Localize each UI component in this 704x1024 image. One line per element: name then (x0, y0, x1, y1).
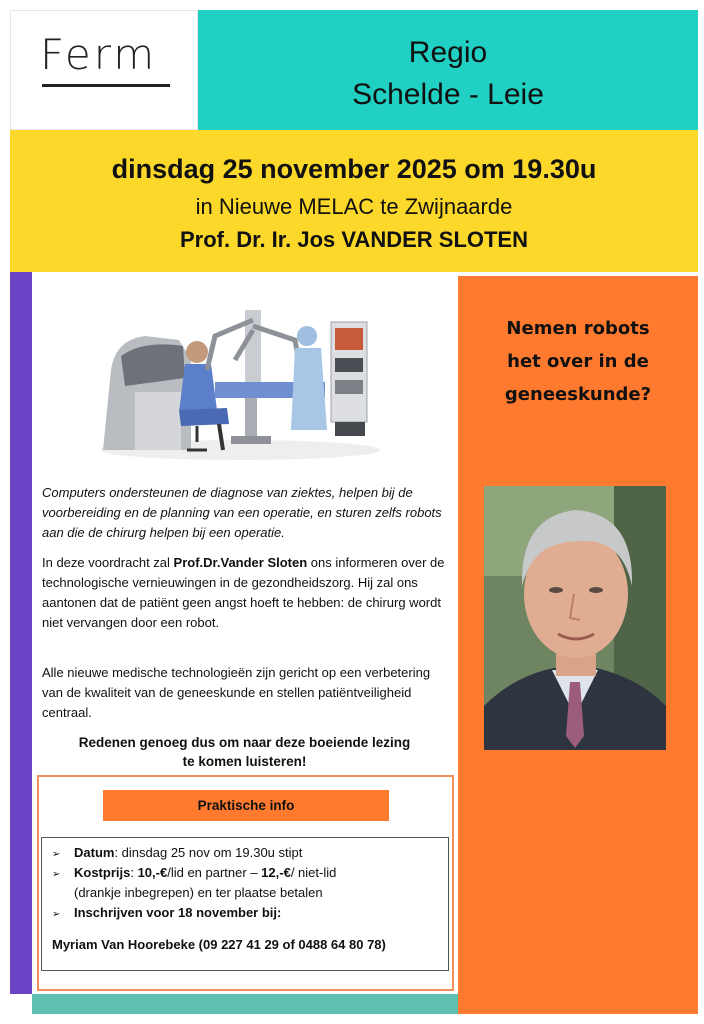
event-date: dinsdag 25 november 2025 om 19.30u (111, 154, 597, 184)
ferm-logo: Ferm (40, 30, 158, 79)
info-item-register (52, 903, 442, 925)
intro-paragraph: Computers ondersteunen de diagnose van ziektes, helpen bij de voorbereiding en de planning van een operatie, en sturen zelfs robots aan die de chirurg helpen bij een operatie. (42, 485, 442, 540)
surgical-robot-image (95, 300, 385, 470)
price-member: 10,-€ (137, 865, 168, 880)
closing-statement (42, 733, 447, 771)
question-line-3: geneeskunde? (504, 384, 652, 405)
technology-paragraph: Alle nieuwe medische technologieën zijn gericht op een verbetering van de kwaliteit van de geneeskunde en stellen patiëntveiligheid centraal. (42, 665, 431, 720)
question-line-2: het over in de (507, 351, 649, 372)
lecture-text-end: ons informeren over de technologische vernieuwingen in de gezondheidszorg. Hij zal ons aantonen dat de patiënt geen angst hoeft te hebben: de chirurg wordt niet vervangen door een robot. (42, 555, 445, 630)
event-banner (10, 130, 698, 272)
practical-info-title: Praktische info (103, 790, 389, 821)
closing-line-2: te komen luisteren! (182, 754, 307, 769)
teal-bottom-bar (32, 994, 458, 1014)
date-label: Datum (74, 845, 115, 860)
contact-info: Myriam Van Hoorebeke (09 227 41 29 of 0488 64 80 78) (52, 937, 386, 952)
price-separator: : (130, 865, 138, 880)
speaker-portrait (484, 486, 666, 750)
info-item-date (52, 843, 442, 865)
event-venue: in Nieuwe MELAC te Zwijnaarde (195, 194, 513, 219)
date-value: : dinsdag 25 nov om 19.30u stipt (114, 845, 303, 860)
lecture-text-start: In deze voordracht zal (42, 555, 174, 570)
price-nonmember-text: / niet-lid (290, 865, 337, 880)
speaker-name: Prof.Dr.Vander Sloten (173, 555, 308, 570)
region-label: Regio (408, 36, 488, 69)
info-item-price (52, 863, 442, 885)
orange-side-panel (458, 276, 698, 1014)
practical-info-section (37, 775, 454, 991)
price-member-text: /lid en partner – (167, 865, 262, 880)
speaker-portrait-image (484, 486, 666, 750)
bullet-arrow-icon: ➢ (52, 849, 61, 860)
register-text: Inschrijven voor 18 november bij: (74, 905, 282, 920)
question-line-1: Nemen robots (506, 318, 650, 339)
price-label: Kostprijs (74, 865, 131, 880)
bullet-arrow-icon: ➢ (52, 869, 61, 880)
logo-underline (42, 84, 170, 87)
region-header (198, 10, 698, 130)
lecture-paragraph (42, 553, 447, 633)
purple-side-bar (10, 272, 32, 994)
surgical-robot-illustration (95, 300, 385, 470)
practical-info-box (41, 837, 449, 971)
closing-line-1: Redenen genoeg dus om naar deze boeiende lezing (78, 735, 411, 750)
bullet-arrow-icon: ➢ (52, 909, 61, 920)
region-name: Schelde - Leie (352, 78, 544, 111)
price-nonmember: 12,-€ (261, 865, 291, 880)
event-speaker: Prof. Dr. Ir. Jos VANDER SLOTEN (180, 227, 528, 252)
lecture-question (458, 312, 698, 411)
price-note: (drankje inbegrepen) en ter plaatse betalen (74, 885, 323, 900)
